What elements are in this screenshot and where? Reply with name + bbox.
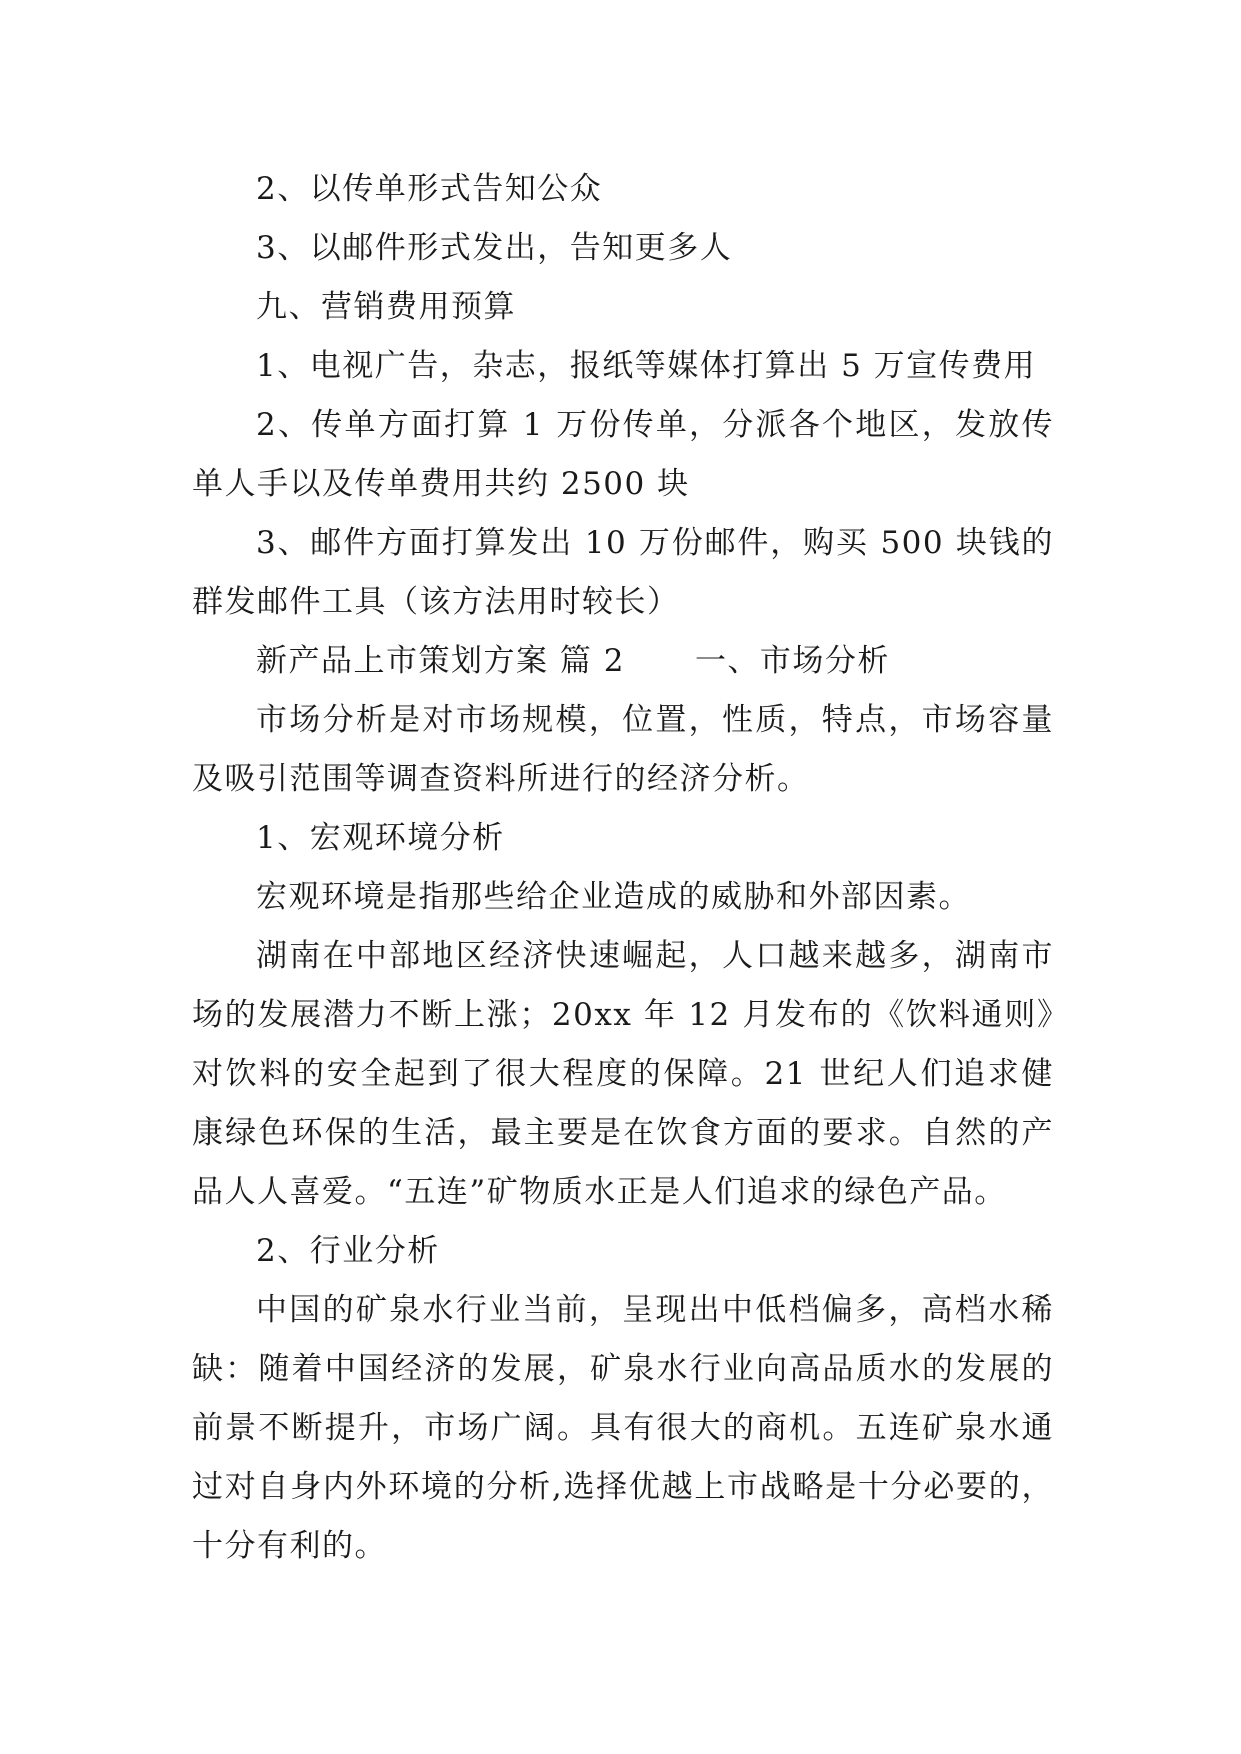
- paragraph: 1、电视广告，杂志，报纸等媒体打算出 5 万宣传费用: [256, 348, 1037, 384]
- subsection-heading: 1、宏观环境分析: [256, 820, 505, 856]
- paragraph: 宏观环境是指那些给企业造成的威胁和外部因素。: [256, 879, 971, 915]
- paragraph: 2、传单方面打算 1 万份传单，分派各个地区，发放传单人手以及传单费用共约 2500 块: [192, 407, 1054, 502]
- paragraph: 3、以邮件形式发出，告知更多人: [256, 230, 733, 266]
- subsection-heading: 2、行业分析: [256, 1233, 440, 1269]
- section-subtitle: 一、市场分析: [694, 643, 890, 679]
- article-title: 新产品上市策划方案 篇 2: [256, 643, 625, 679]
- section-heading: [192, 632, 1054, 691]
- section-heading-budget: 九、营销费用预算: [256, 289, 516, 325]
- paragraph: 中国的矿泉水行业当前，呈现出中低档偏多，高档水稀缺：随着中国经济的发展，矿泉水行业向高品质水的发展的前景不断提升，市场广阔。具有很大的商机。五连矿泉水通过对自身内外环境的分析,选择优越上市战略是十分必要的，十分有利的。: [192, 1292, 1054, 1564]
- document-page: [192, 160, 1054, 1576]
- paragraph: 湖南在中部地区经济快速崛起，人口越来越多，湖南市场的发展潜力不断上涨；20xx 年 12 月发布的《饮料通则》对饮料的安全起到了很大程度的保障。21 世纪人们追求健康绿色环保的生活，最主要是在饮食方面的要求。自然的产品人人喜爱。“五连”矿物质水正是人们追求的绿色产品。: [192, 938, 1054, 1210]
- paragraph: 市场分析是对市场规模，位置，性质，特点，市场容量及吸引范围等调查资料所进行的经济分析。: [192, 702, 1054, 797]
- paragraph: 3、邮件方面打算发出 10 万份邮件，购买 500 块钱的群发邮件工具（该方法用时较长）: [192, 525, 1054, 620]
- paragraph: 2、以传单形式告知公众: [256, 171, 603, 207]
